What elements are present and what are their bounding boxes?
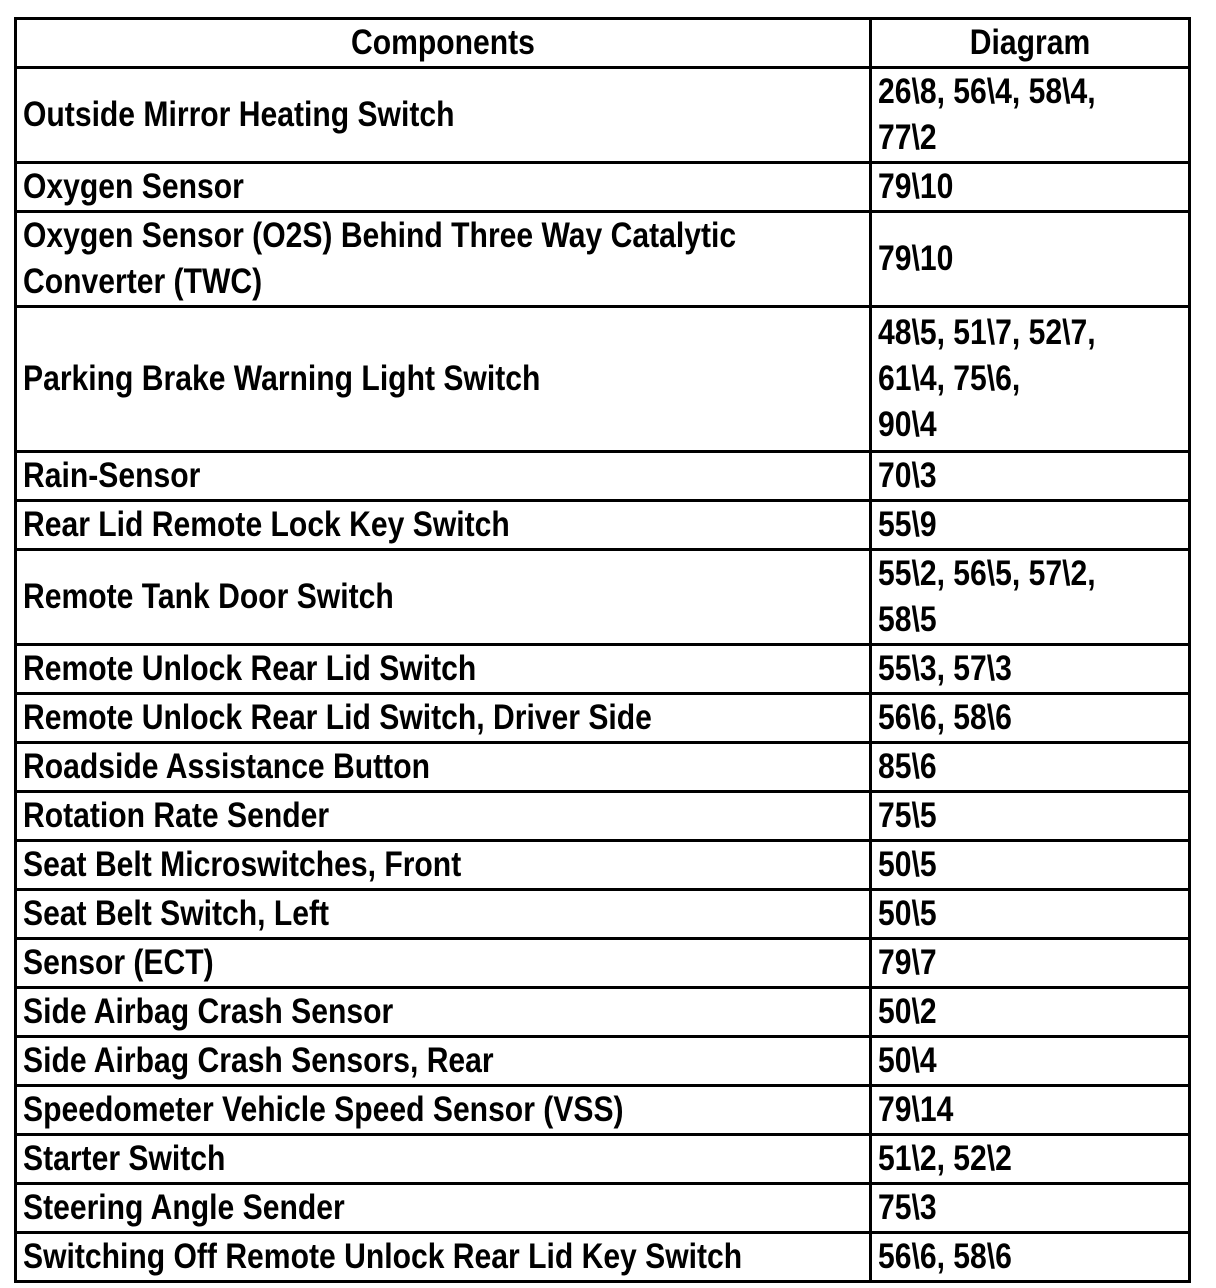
component-name: Side Airbag Crash Sensor [23,992,394,1031]
table-row [16,307,1190,452]
table-row [16,939,1190,988]
component-name: Remote Unlock Rear Lid Switch [23,649,477,688]
component-name: Rotation Rate Sender [23,796,330,835]
diagram-reference: 75\3 [878,1188,937,1227]
component-cell [16,743,871,792]
diagram-cell [871,1184,1190,1233]
component-name: Sensor (ECT) [23,943,214,982]
table-row [16,1135,1190,1184]
component-cell [16,550,871,645]
component-name: Rain-Sensor [23,456,201,495]
components-table [14,17,1191,1283]
component-cell [16,1037,871,1086]
component-cell [16,1086,871,1135]
component-name: Remote Tank Door Switch [23,577,394,616]
table-row [16,841,1190,890]
component-name: Oxygen Sensor (O2S) Behind Three Way Catalytic Converter (TWC) [23,216,737,301]
diagram-reference: 48\5, 51\7, 52\7, 61\4, 75\6, 90\4 [878,313,1096,444]
diagram-reference: 79\7 [878,943,937,982]
component-cell [16,890,871,939]
diagram-cell [871,939,1190,988]
table-row [16,792,1190,841]
diagram-reference: 50\2 [878,992,937,1031]
diagram-cell [871,1135,1190,1184]
components-table-container [14,17,1188,1283]
diagram-reference: 55\3, 57\3 [878,649,1012,688]
diagram-reference: 51\2, 52\2 [878,1139,1012,1178]
diagram-reference: 56\6, 58\6 [878,1237,1012,1276]
table-row [16,452,1190,501]
table-row [16,1184,1190,1233]
diagram-cell [871,645,1190,694]
diagram-cell [871,1037,1190,1086]
component-cell [16,501,871,550]
component-name: Side Airbag Crash Sensors, Rear [23,1041,494,1080]
component-cell [16,1135,871,1184]
component-cell [16,307,871,452]
column-header-components [16,19,871,68]
component-name: Speedometer Vehicle Speed Sensor (VSS) [23,1090,624,1129]
component-name: Starter Switch [23,1139,226,1178]
component-cell [16,68,871,163]
diagram-reference: 79\10 [878,239,954,278]
diagram-cell [871,890,1190,939]
diagram-reference: 79\10 [878,167,954,206]
diagram-reference: 79\14 [878,1090,954,1129]
diagram-reference: 55\2, 56\5, 57\2, 58\5 [878,554,1096,639]
component-name: Seat Belt Microswitches, Front [23,845,462,884]
component-cell [16,1233,871,1282]
table-row [16,1037,1190,1086]
diagram-reference: 70\3 [878,456,937,495]
column-header-diagram [871,19,1190,68]
component-name: Seat Belt Switch, Left [23,894,330,933]
table-row [16,890,1190,939]
component-cell [16,841,871,890]
column-header-label: Diagram [969,23,1091,62]
column-header-label: Components [351,23,535,62]
table-row [16,988,1190,1037]
component-cell [16,939,871,988]
component-cell [16,163,871,212]
table-row [16,163,1190,212]
table-row [16,501,1190,550]
diagram-reference: 50\4 [878,1041,937,1080]
component-cell [16,212,871,307]
diagram-cell [871,452,1190,501]
table-row [16,1233,1190,1282]
table-row [16,212,1190,307]
table-row [16,645,1190,694]
component-cell [16,792,871,841]
diagram-cell [871,212,1190,307]
diagram-cell [871,743,1190,792]
diagram-cell [871,501,1190,550]
diagram-cell [871,163,1190,212]
diagram-cell [871,792,1190,841]
component-cell [16,988,871,1037]
component-name: Parking Brake Warning Light Switch [23,359,541,398]
diagram-cell [871,1233,1190,1282]
component-cell [16,694,871,743]
diagram-reference: 26\8, 56\4, 58\4, 77\2 [878,72,1096,157]
component-name: Oxygen Sensor [23,167,244,206]
diagram-cell [871,988,1190,1037]
diagram-cell [871,1086,1190,1135]
component-cell [16,645,871,694]
diagram-reference: 85\6 [878,747,937,786]
table-row [16,743,1190,792]
table-body [16,68,1190,1282]
component-name: Steering Angle Sender [23,1188,345,1227]
table-row [16,550,1190,645]
component-name: Remote Unlock Rear Lid Switch, Driver Side [23,698,652,737]
diagram-reference: 75\5 [878,796,937,835]
diagram-reference: 55\9 [878,505,937,544]
diagram-cell [871,307,1190,452]
table-row [16,1086,1190,1135]
component-name: Outside Mirror Heating Switch [23,95,455,134]
table-header-row [16,19,1190,68]
table-row [16,694,1190,743]
diagram-cell [871,841,1190,890]
component-cell [16,1184,871,1233]
diagram-cell [871,550,1190,645]
table-row [16,68,1190,163]
component-cell [16,452,871,501]
component-name: Roadside Assistance Button [23,747,430,786]
component-name: Rear Lid Remote Lock Key Switch [23,505,510,544]
diagram-cell [871,68,1190,163]
diagram-reference: 50\5 [878,845,937,884]
diagram-reference: 50\5 [878,894,937,933]
diagram-reference: 56\6, 58\6 [878,698,1012,737]
component-name: Switching Off Remote Unlock Rear Lid Key Switch [23,1237,743,1276]
diagram-cell [871,694,1190,743]
